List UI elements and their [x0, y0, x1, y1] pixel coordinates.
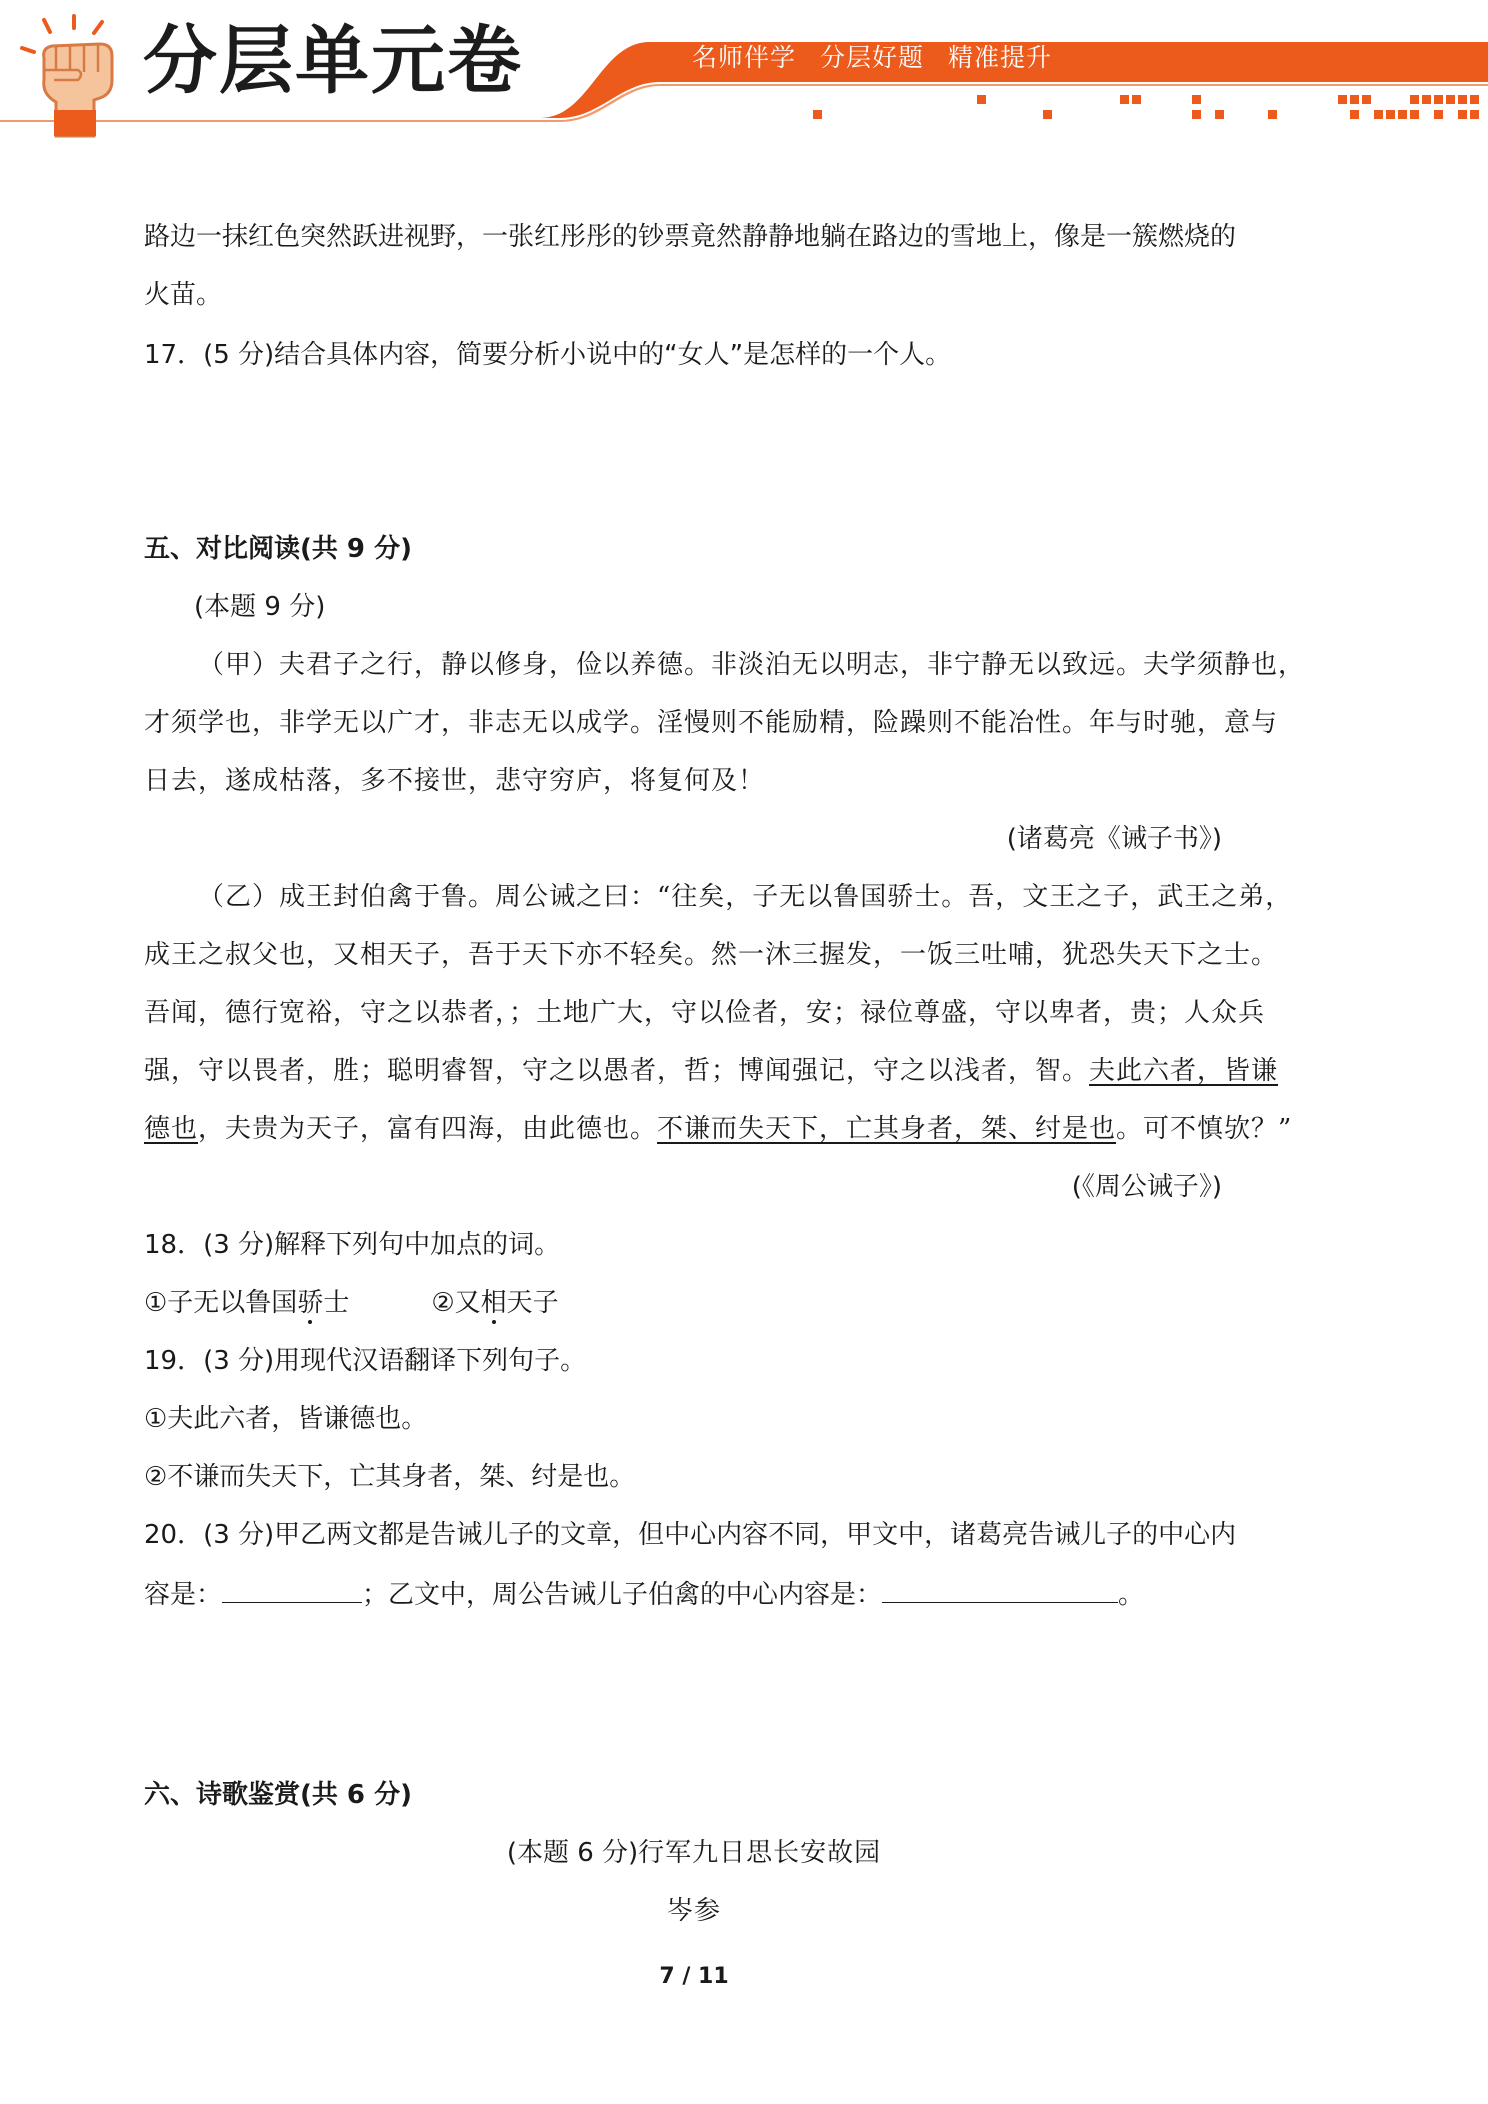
story-text-line: 路边一抹红色突然跃进视野，一张红彤彤的钞票竟然静静地躺在路边的雪地上，像是一簇燃烧的 [144, 222, 1237, 252]
section-5-heading: 五、对比阅读(共 9 分) [144, 534, 412, 564]
story-text-line: 火苗。 [144, 280, 223, 310]
passage-yi-source: (《周公诫子》) [1071, 1172, 1222, 1202]
question-18: 18．(3 分)解释下列句中加点的词。 [144, 1230, 561, 1260]
dotted-word: 相 [480, 1288, 507, 1318]
question-18-items [144, 1286, 559, 1320]
question-20: 20．(3 分)甲乙两文都是告诫儿子的文章，但中心内容不同，甲文中，诸葛亮告诫儿子的中心内 [144, 1520, 1237, 1550]
slogan-2: 分层好题 [820, 43, 925, 72]
passage-yi-line [144, 1054, 1278, 1088]
q20-text: ；乙文中，周公告诫儿子伯禽的中心内容是： [362, 1580, 883, 1610]
passage-yi-line [144, 1112, 1292, 1146]
slogan-3: 精准提升 [948, 43, 1053, 72]
passage-yi-text: 强，守以畏者，胜；聪明睿智，守之以愚者，哲；博闻强记，守之以浅者，智。 [144, 1056, 1090, 1086]
answer-blank-2[interactable] [882, 1576, 1118, 1603]
q18-item-2-text: ②又 [431, 1288, 481, 1318]
poem-author: 岑参 [666, 1896, 721, 1926]
question-19-item-1: ①夫此六者，皆谦德也。 [144, 1404, 428, 1434]
question-19: 19．(3 分)用现代汉语翻译下列句子。 [144, 1346, 587, 1376]
passage-jia-line: 才须学也，非学无以广才，非志无以成学。淫慢则不能励精，险躁则不能冶性。年与时驰，意与 [144, 708, 1279, 738]
passage-yi-text: ，夫贵为天子，富有四海，由此德也。 [198, 1114, 658, 1144]
underlined-sentence: 德也 [144, 1114, 199, 1144]
page-number: 7 / 11 [659, 1964, 729, 1989]
q20-text: 容是： [144, 1580, 223, 1610]
poem-title-line [0, 1836, 1388, 1870]
passage-jia-line: 日去，遂成枯落，多不接世，悲守穷庐，将复何及！ [144, 766, 766, 796]
underlined-sentence: 夫此六者，皆谦 [1089, 1056, 1279, 1086]
answer-blank-1[interactable] [222, 1576, 362, 1603]
dotted-word: 骄 [297, 1288, 324, 1318]
question-17: 17．(5 分)结合具体内容，简要分析小说中的“女人”是怎样的一个人。 [144, 340, 952, 370]
passage-jia-source: (诸葛亮《诫子书》) [1006, 824, 1222, 854]
header-slogans [692, 43, 1076, 73]
slogan-1: 名师伴学 [692, 43, 797, 72]
passage-jia-line: （甲）夫君子之行，静以修身，俭以养德。非淡泊无以明志，非宁静无以致远。夫学须静也， [198, 650, 1306, 680]
section-6-heading: 六、诗歌鉴赏(共 6 分) [144, 1780, 412, 1810]
section-6-intro: (本题 6 分) [506, 1838, 639, 1868]
page-header [0, 0, 1488, 140]
q20-text: 。 [1118, 1580, 1145, 1610]
section-5-intro: (本题 9 分) [194, 592, 326, 622]
poem-title: 行军九日思长安故园 [638, 1838, 882, 1868]
underlined-sentence: 不谦而失天下，亡其身者，桀、纣是也 [657, 1114, 1117, 1144]
passage-yi-text: 。可不慎欤？” [1116, 1114, 1293, 1144]
passage-yi-line: 成王之叔父也，又相天子，吾于天下亦不轻矣。然一沐三握发，一饭三吐哺，犹恐失天下之士。 [144, 940, 1279, 970]
passage-yi-line: （乙）成王封伯禽于鲁。周公诫之曰：“往矣，子无以鲁国骄士。吾，文王之子，武王之弟， [198, 882, 1293, 912]
question-20-line-2 [144, 1576, 1144, 1612]
header-decor-squares [813, 95, 1479, 119]
q18-item-1-text: ①子无以鲁国 [144, 1288, 298, 1318]
question-19-item-2: ②不谦而失天下，亡其身者，桀、纣是也。 [144, 1462, 636, 1492]
passage-yi-line: 吾闻，德行宽裕，守之以恭者，；土地广大，守以俭者，安；禄位尊盛，守以卑者，贵；人众兵 [144, 998, 1266, 1028]
q18-item-2-text: 天子 [506, 1288, 559, 1318]
header-title: 分层单元卷 [143, 18, 523, 104]
q18-item-1-text: 士 [323, 1288, 350, 1318]
raised-fist-icon [14, 14, 140, 140]
